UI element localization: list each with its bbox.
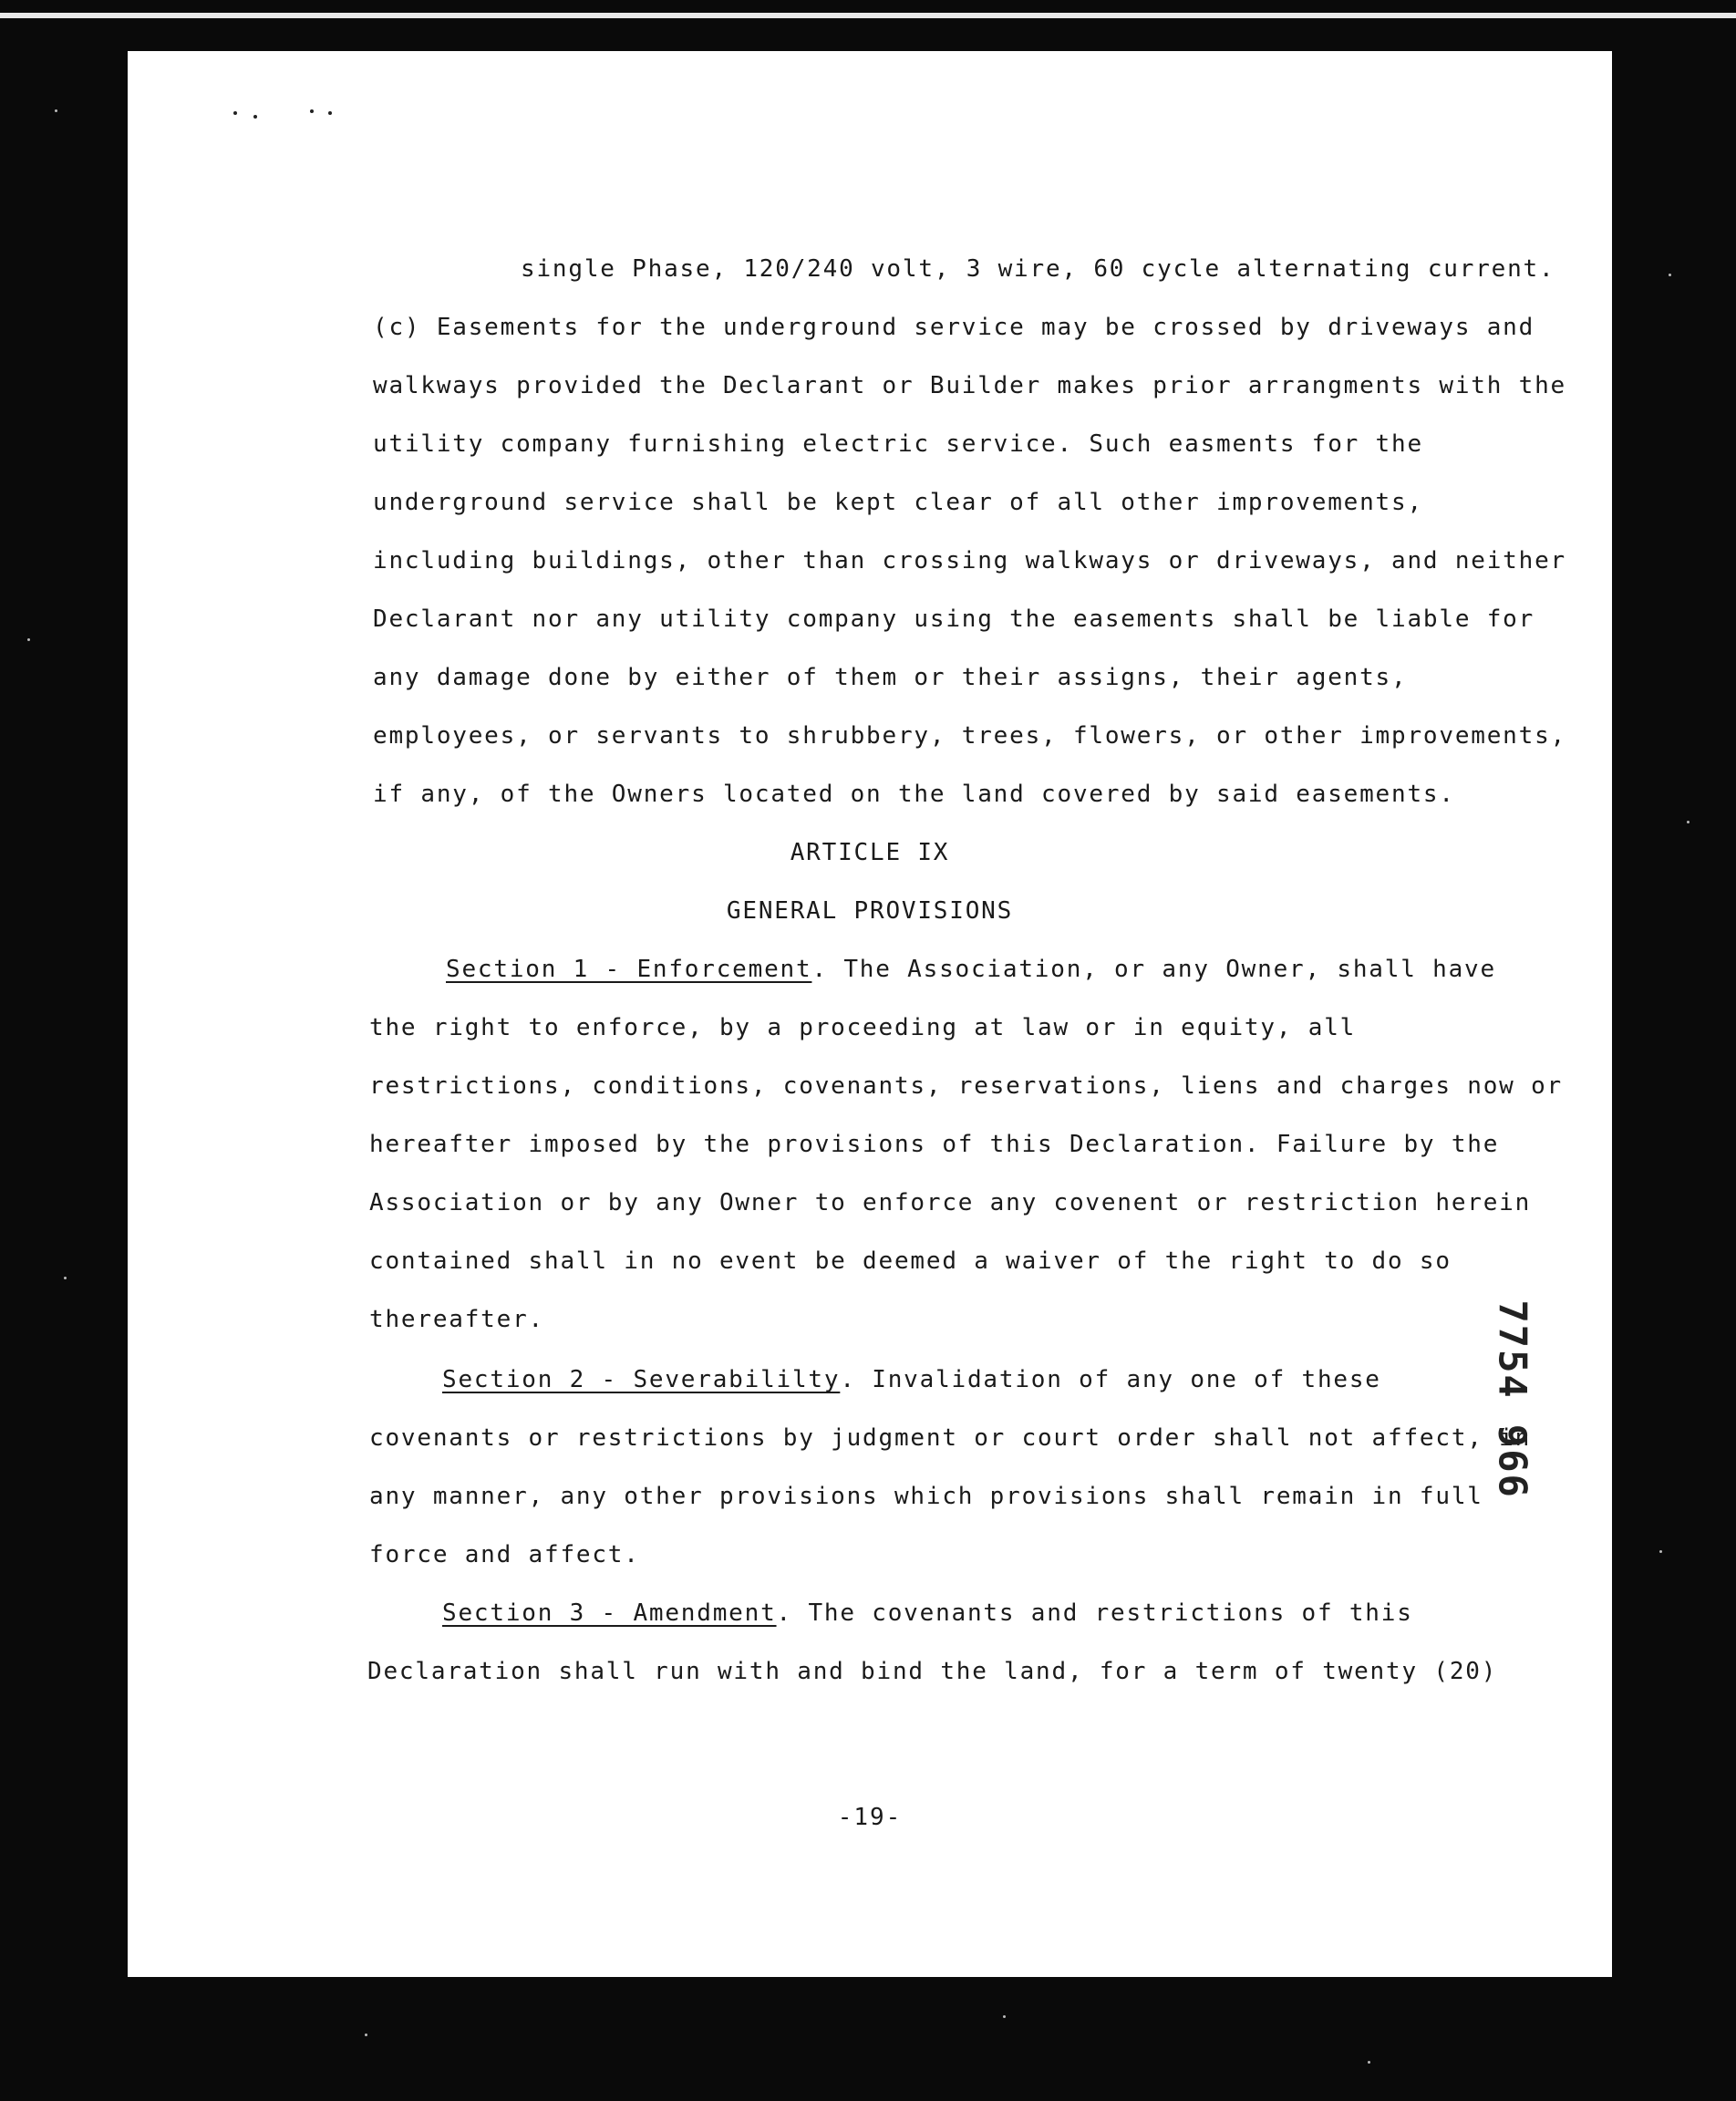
scan-top-edge	[0, 13, 1736, 18]
body-line-3: walkways provided the Declarant or Builder makes prior arrangments with the	[373, 372, 1566, 399]
body-line-8: any damage done by either of them or their assigns, their agents,	[373, 664, 1408, 691]
section-2-heading: Section 2 - Severabililty	[442, 1366, 841, 1393]
section-2-line: covenants or restrictions by judgment or court order shall not affect, in	[369, 1424, 1532, 1452]
body-line-6: including buildings, other than crossing walkways or driveways, and neither	[373, 547, 1566, 574]
section-3-line: Declaration shall run with and bind the land, for a term of twenty (20)	[367, 1658, 1498, 1685]
section-2-line: force and affect.	[369, 1541, 640, 1568]
section-2-line: any manner, any other provisions which provisions shall remain in full	[369, 1483, 1483, 1510]
article-title: GENERAL PROVISIONS	[726, 897, 1014, 925]
section-1-line: contained shall in no event be deemed a waiver of the right to do so	[369, 1247, 1452, 1275]
section-1-line: thereafter.	[369, 1306, 544, 1333]
section-1-first-line	[446, 956, 1496, 983]
scan-speck	[1659, 1550, 1662, 1553]
scan-speck	[1687, 821, 1690, 823]
body-line-9: employees, or servants to shrubbery, trees, flowers, or other improvements,	[373, 722, 1566, 750]
page-number: -19-	[837, 1804, 903, 1831]
section-3-heading: Section 3 - Amendment	[442, 1599, 777, 1627]
section-2-text: . Invalidation of any one of these	[840, 1366, 1381, 1393]
section-1-heading: Section 1 - Enforcement	[446, 956, 812, 983]
body-line-10: if any, of the Owners located on the land covered by said easements.	[373, 781, 1455, 808]
body-line-4: utility company furnishing electric service. Such easments for the	[373, 430, 1423, 458]
body-line-2: (c) Easements for the underground service may be crossed by driveways and	[373, 314, 1535, 341]
section-1-line: Association or by any Owner to enforce any covenent or restriction herein	[369, 1189, 1532, 1216]
page-speck	[328, 111, 332, 115]
section-1-line: the right to enforce, by a proceeding at law or in equity, all	[369, 1014, 1357, 1041]
scan-speck	[55, 109, 57, 112]
recording-stamp: 7754 966	[1490, 1299, 1535, 1499]
scan-speck	[1003, 2015, 1006, 2018]
scan-speck	[1669, 274, 1671, 276]
scan-speck	[1368, 2061, 1370, 2064]
page-speck	[253, 115, 257, 119]
scan-speck	[27, 638, 30, 641]
section-2-first-line	[442, 1366, 1381, 1393]
section-1-line: restrictions, conditions, covenants, reservations, liens and charges now or	[369, 1072, 1563, 1100]
page-speck	[233, 111, 237, 115]
scan-speck	[365, 2034, 367, 2036]
page-speck	[310, 109, 314, 113]
document-page	[128, 51, 1612, 1977]
body-line-7: Declarant nor any utility company using the easements shall be liable for	[373, 605, 1535, 633]
section-3-text: . The covenants and restrictions of this	[776, 1599, 1413, 1627]
article-number: ARTICLE IX	[790, 839, 950, 866]
section-1-text: . The Association, or any Owner, shall have	[811, 956, 1496, 983]
body-line-1: single Phase, 120/240 volt, 3 wire, 60 cycle alternating current.	[521, 255, 1555, 283]
section-1-line: hereafter imposed by the provisions of this Declaration. Failure by the	[369, 1131, 1500, 1158]
section-3-first-line	[442, 1599, 1413, 1627]
body-line-5: underground service shall be kept clear of all other improvements,	[373, 489, 1423, 516]
scan-speck	[64, 1277, 67, 1279]
